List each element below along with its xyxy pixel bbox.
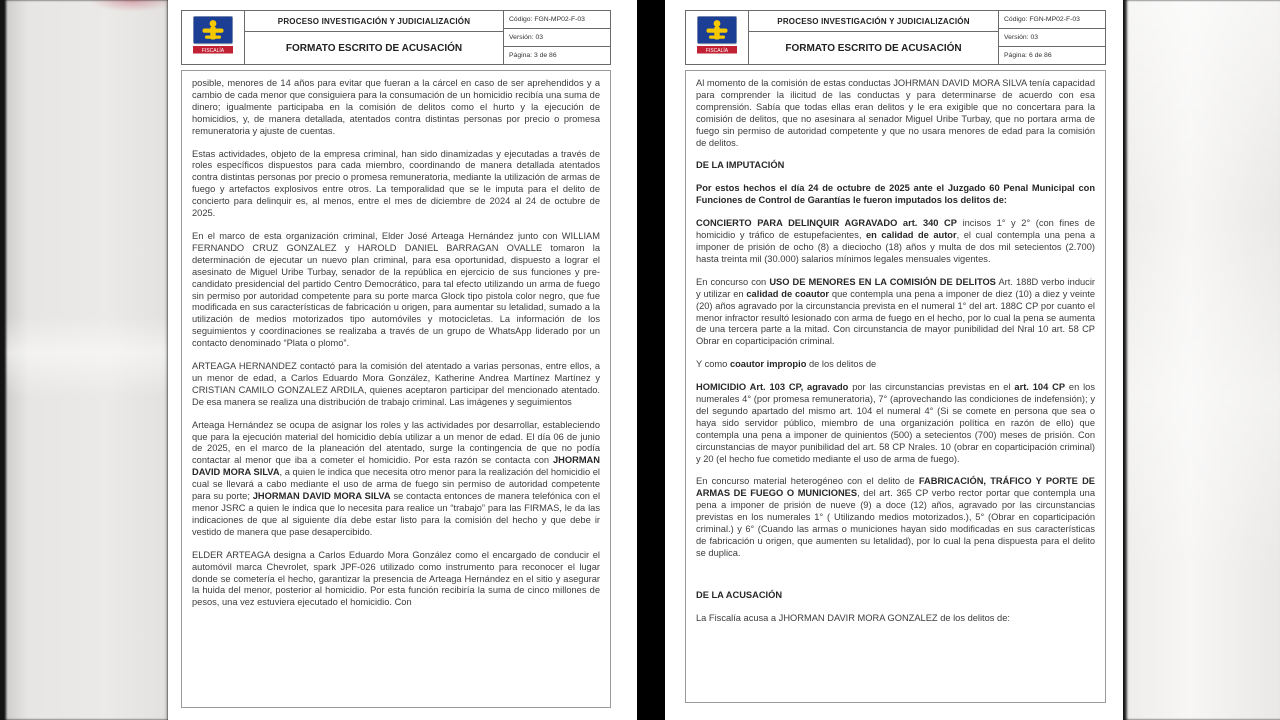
page-number-field: Página: 3 de 86: [509, 52, 557, 59]
page-header-table: [181, 10, 611, 65]
svg-text:FISCALÍA: FISCALÍA: [201, 47, 225, 54]
paragraph: posible, menores de 14 años para evitar que fueran a la cárcel en caso de ser aprehendidos y a cambio de cada menor que consiguiera para la consumación de un homicidio recibía una suma de dinero; igualmente participaba en la comisión de delitos como el hurto y la ejecución de homicidios, y, de manera detallada, atentados contra distintas personas por precio o promesa remuneratoria y ajuste de cuentas.: [192, 78, 600, 136]
fiscalia-logo-icon: [697, 16, 737, 60]
page-number-field: Página: 6 de 86: [1004, 52, 1052, 59]
svg-text:FISCALÍA: FISCALÍA: [705, 47, 729, 54]
paragraph: Y como coautor impropio de los delitos de: [696, 359, 877, 370]
info-cell: [504, 11, 610, 64]
paragraph: DE LA IMPUTACIÓN: [696, 160, 785, 171]
blurred-background-right: [1125, 0, 1280, 720]
document-body-left: [181, 70, 611, 708]
title-cell: [749, 11, 999, 64]
document-page-left: [168, 0, 637, 720]
paragraph: Por estos hechos el día 24 de octubre de 2025 ante el Juzgado 60 Penal Municipal con Funciones de Control de Garantías le fueron imputados los delitos de:: [696, 183, 1095, 206]
fiscalia-logo-icon: [193, 16, 233, 60]
code-field: Código: FGN-MP02-F-03: [999, 11, 1105, 29]
version-field: Versión: 03: [504, 29, 610, 47]
paragraph: Al momento de la comisión de estas conductas JOHRMAN DAVID MORA SILVA tenía capacidad para comprender la ilicitud de las conductas y para determinarse de acuerdo con esa comprensión. Sabía que todas ellas eran delitos y le era exigible que no concertara para la comisión de delitos, que no asesinara al senador Miguel Uribe Turbay, que no portara arma de fuego sin permiso de autoridad competente y que no usara menores de edad para la comisión de delitos.: [696, 78, 1095, 148]
paragraph: HOMICIDIO Art. 103 CP, agravado por las circunstancias previstas en el art. 104 CP en los numerales 4° (por promesa remuneratoria), 7° (aprovechando las condiciones de indefensión); y del segundo apartado del mismo art. 104 el numeral 4° (Si se comete en persona que sea o haya sido servidor público, miembro de una organización política en razón de ello) que contempla una pena a imponer de quinientos (500) a setecientos (700) meses de prisión. Con circunstancias de mayor punibilidad del art. 58 CP Nrales. 10 (obrar en coparticipación criminal) y 20 (el hecho fue cometido mediante el uso de arma de fuego).: [696, 382, 1095, 464]
paragraph: En concurso material heterogéneo con el delito de FABRICACIÓN, TRÁFICO Y PORTE DE ARMAS DE FUEGO O MUNICIONES, del art. 365 CP verbo rector portar que contempla una pena a imponer de prisión de nueve (9) a doce (12) años, agravado por las circunstancias previstas en los numerales 1° ( Utilizando medios motorizados.), 5° (Obrar en coparticipación criminal.) y 6° (Cuando las armas o municiones hayan sido modificadas en sus características de fabricación u origen, que aumenten su letalidad), por lo cual la pena dispuesta para el delito se duplica.: [696, 476, 1095, 558]
blurred-background-left: [6, 0, 168, 720]
paragraph: Arteaga Hernández se ocupa de asignar los roles y las actividades por desarrollar, estableciendo que para la ejecución material del homicidio debía utilizar a un menor de edad. El día 06 de junio de 2025, en el marco de la planeación del atentado, surge la contingencia de que no podía contactar al menor que iba a cometer el homicidio. Por esta razón se contacta con JHORMAN DAVID MORA SILVA, a quien le indica que necesita otro menor para la realización del homicidio el cual se llevará a cabo mediante el uso de arma de fuego sin permiso de autoridad competente para su porte; JHORMAN DAVID MORA SILVA se contacta entonces de manera telefónica con el menor JSRC a quien le indica que lo necesita para realice un “trabajo” para las FIRMAS, le da las indicaciones de que al siguiente día debe estar listo para la comisión del hecho y que debe ir vestido de manera que pase desapercibido.: [192, 419, 601, 537]
paragraph: En concurso con USO DE MENORES EN LA COMISIÓN DE DELITOS Art. 188D verbo inducir y utilizar en calidad de coautor que contempla una pena a imponer de diez (10) a diez y veinte (20) años agravado por la circunstancia prevista en el numeral 1° del art. 188C CP por cuanto el menor infractor resultó lesionado con arma de fuego en el hecho, por lo cual la pena se aumenta de una tercera parte a la mitad. Con circunstancia de mayor punibilidad del Nral 10 art. 58 CP Obrar en coparticipación criminal.: [696, 276, 1095, 347]
paragraph: ARTEAGA HERNANDEZ contactó para la comisión del atentado a varias personas, entre ellos, a un menor de edad, a Carlos Eduardo Mora González, Katherine Andrea Martínez Martínez y CRISTIAN CAMILO GONZALEZ ARDILA, quienes aceptaron participar del mencionado atentado. De esa manera se realiza una distribución de trabajo criminal. Las imágenes y seguimientos: [192, 361, 600, 407]
paragraph: DE LA ACUSACIÓN: [696, 589, 783, 600]
page-divider: [637, 0, 665, 720]
logo-cell: [182, 11, 245, 64]
paragraph: CONCIERTO PARA DELINQUIR AGRAVADO art. 340 CP incisos 1° y 2° (con fines de homicidio y tráfico de estupefacientes, en calidad de autor, el cual contempla una pena a imponer de prisión de ocho (8) a dieciocho (18) años y multa de dos mil setecientos (2.700) hasta treinta mil (30.000) salarios mínimos legales mensuales vigentes.: [696, 218, 1095, 264]
document-title: FORMATO ESCRITO DE ACUSACIÓN: [285, 42, 463, 54]
version-field: Versión: 03: [999, 29, 1105, 47]
paragraph: En el marco de esta organización criminal, Elder José Arteaga Hernández junto con WILLIAM FERNANDO CRUZ GONZALEZ y HAROLD DANIEL BARRAGAN OVALLE tomaron la determinación de ejecutar un nuevo plan criminal, para esa oportunidad, dispuesto a lograr el asesinato de Miguel Uribe Turbay, senador de la república en ejercicio de sus funciones y pre-candidato presidencial del partido Centro Democrático, para tal efecto utilizando un arma de fuego sin permiso por autoridad competente para su porte marca Glock tipo pistola color negro, que fue modificada en sus características de fabricación u origen, para aumentar su letalidad, sumado a la utilización de medios motorizados tipo automóviles y motocicletas. La información de los seguimientos y coordinaciones se realizaba a través de un grupo de WhatsApp liderado por un contacto denominado “Plata o plomo”.: [192, 230, 600, 349]
paragraph: La Fiscalía acusa a JHORMAN DAVIR MORA GONZALEZ de los delitos de:: [696, 612, 1010, 623]
document-page-right: [665, 0, 1123, 720]
code-field: Código: FGN-MP02-F-03: [504, 11, 610, 29]
paragraph: Estas actividades, objeto de la empresa criminal, han sido dinamizadas y ejecutadas a través de roles específicos dispuestos para cada miembro, coordinando de manera detallada atentados contra distintas personas por precio o promesa remuneratoria, mediante la utilización de armas de fuego y artefactos explosivos entre otros. La temporalidad que se le imputa para el delito de concierto para delinquir es, al menos, entre el mes de diciembre de 2024 al 24 de octubre de 2025.: [192, 148, 600, 219]
title-cell: [245, 11, 504, 64]
info-cell: [999, 11, 1105, 64]
document-title: FORMATO ESCRITO DE ACUSACIÓN: [785, 42, 962, 54]
process-title: PROCESO INVESTIGACIÓN Y JUDICIALIZACIÓN: [245, 11, 503, 32]
logo-cell: [686, 11, 749, 64]
document-body-right: [685, 70, 1106, 703]
paragraph: ELDER ARTEAGA designa a Carlos Eduardo Mora González como el encargado de conducir el automóvil marca Chevrolet, spark JPF-026 utilizado como instrumento para reconocer el lugar donde se cometería el hecho, garantizar la presencia de Arteaga Hernández en el sitio y asegurar la huida del menor, posterior al homicidio. Por esta función recibiría la suma de cinco millones de pesos, una vez estuviera ejecutado el homicidio. Con: [192, 549, 600, 608]
process-title: PROCESO INVESTIGACIÓN Y JUDICIALIZACIÓN: [749, 11, 998, 32]
page-header-table: [685, 10, 1106, 65]
